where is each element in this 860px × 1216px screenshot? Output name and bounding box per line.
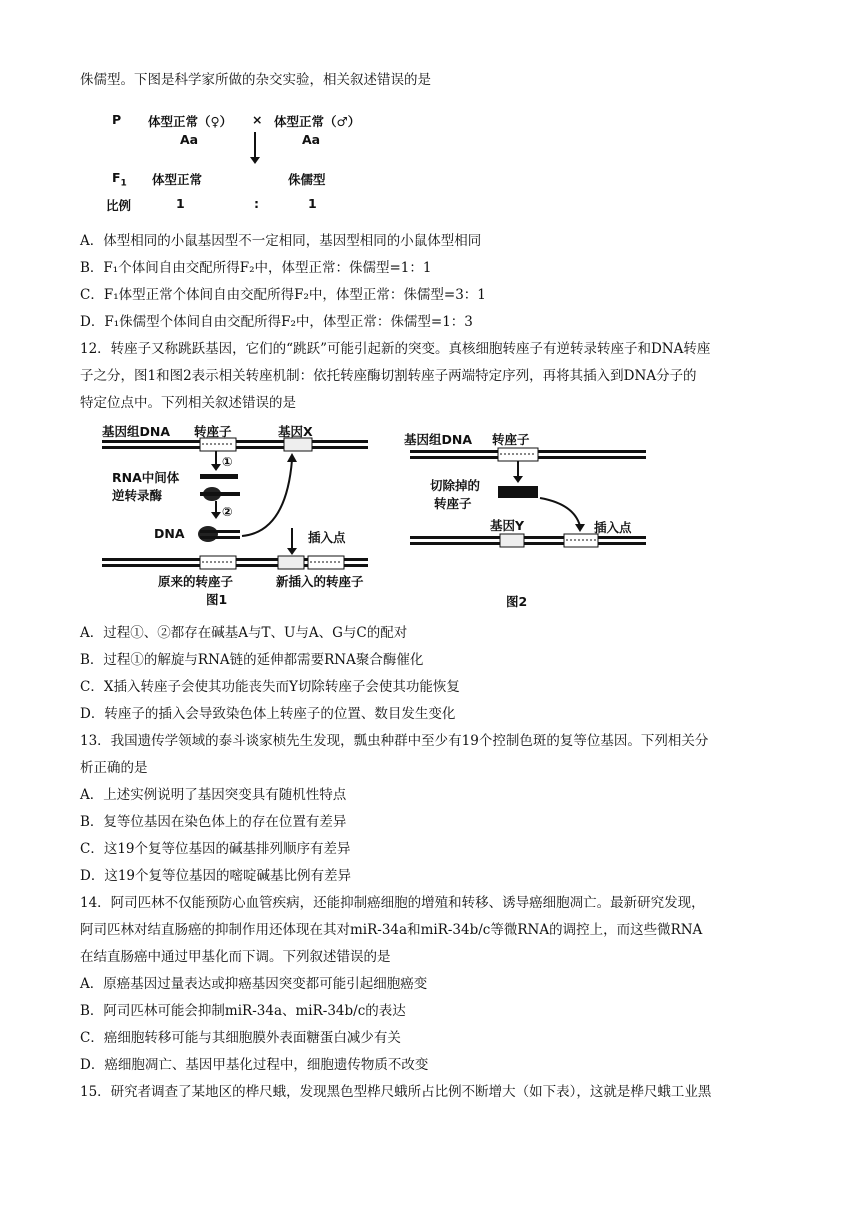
figure-2: [404, 426, 664, 610]
down-arrow-icon: [254, 132, 256, 158]
p-label: P: [112, 112, 122, 127]
q13-stem-line-1: 13．我国遗传学领域的泰斗谈家桢先生发现，瓢虫种群中至少有19个控制色斑的复等位基因。下列相关分: [80, 733, 709, 749]
figure-1: [96, 420, 386, 610]
q13-option-d: D．这19个复等位基因的嘧啶碱基比例有差异: [80, 868, 352, 884]
fig2-insert-point-label: 插入点: [594, 520, 632, 535]
cross-diagram: [106, 108, 392, 218]
q11-option-a: A．体型相同的小鼠基因型不一定相同，基因型相同的小鼠体型相同: [80, 233, 482, 249]
q12-option-b: B．过程①的解旋与RNA链的延伸都需要RNA聚合酶催化: [80, 652, 424, 668]
f1-dwarf: 侏儒型: [288, 172, 326, 187]
fig1-step-1: ①: [222, 454, 233, 469]
fig2-excised-label-line-2: 转座子: [434, 496, 472, 511]
fig2-genome-dna-label: 基因组DNA: [404, 432, 473, 447]
female-genotype: Aa: [180, 132, 199, 147]
fig1-gene-x-label: 基因X: [278, 424, 313, 439]
fig2-caption: 图2: [506, 594, 528, 609]
q15-stem-line-1: 15．研究者调查了某地区的桦尺蛾，发现黑色型桦尺蛾所占比例不断增大（如下表），这就是桦尺蛾工业黑: [80, 1084, 712, 1100]
q12-option-d: D．转座子的插入会导致染色体上转座子的位置、数目发生变化: [80, 706, 456, 722]
q11-option-b: B．F₁个体间自由交配所得F₂中，体型正常：侏儒型=1：1: [80, 260, 432, 276]
f1-label: $F_1$: [112, 170, 127, 189]
q14-stem-line-3: 在结直肠癌中通过甲基化而下调。下列叙述错误的是: [80, 949, 391, 965]
fig2-excised-label-line-1: 切除掉的: [430, 478, 481, 493]
cross-sign: ×: [252, 112, 263, 127]
q13-option-b: B．复等位基因在染色体上的存在位置有差异: [80, 814, 347, 830]
male-genotype: Aa: [302, 132, 321, 147]
f1-normal: 体型正常: [152, 172, 203, 187]
fig1-new-transposon-label: 新插入的转座子: [276, 574, 364, 589]
q14-stem-line-2: 阿司匹林对结直肠癌的抑制作用还体现在其对miR-34a和miR-34b/c等微RNA的调控上，而这些微RNA: [80, 922, 703, 938]
q12-stem-line-3: 特定位点中。下列相关叙述错误的是: [80, 395, 296, 411]
q12-option-c: C．X插入转座子会使其功能丧失而Y切除转座子会使其功能恢复: [80, 679, 460, 695]
fig2-transposon-label: 转座子: [492, 432, 530, 447]
q13-option-a: A．上述实例说明了基因突变具有随机性特点: [80, 787, 347, 803]
q14-stem-line-1: 14．阿司匹林不仅能预防心血管疾病，还能抑制癌细胞的增殖和转移、诱导癌细胞凋亡。最新研究发现，: [80, 895, 705, 911]
ratio-colon: :: [254, 196, 259, 211]
q11-intro: 侏儒型。下图是科学家所做的杂交实验，相关叙述错误的是: [80, 72, 431, 88]
fig1-insert-point-label: 插入点: [308, 530, 346, 545]
fig1-caption: 图1: [206, 592, 228, 607]
q13-option-c: C．这19个复等位基因的碱基排列顺序有差异: [80, 841, 351, 857]
q12-option-a: A．过程①、②都存在碱基A与T、U与A、G与C的配对: [80, 625, 408, 641]
q11-option-d: D．F₁侏儒型个体间自由交配所得F₂中，体型正常：侏儒型=1：3: [80, 314, 473, 330]
q11-option-c: C．F₁体型正常个体间自由交配所得F₂中，体型正常：侏儒型=3：1: [80, 287, 486, 303]
fig1-original-transposon-label: 原来的转座子: [158, 574, 234, 589]
ratio-normal: 1: [176, 196, 185, 211]
fig1-dna-label: DNA: [154, 526, 185, 541]
q14-option-a: A．原癌基因过量表达或抑癌基因突变都可能引起细胞癌变: [80, 976, 428, 992]
q12-stem-line-2: 子之分，图1和图2表示相关转座机制：依托转座酶切割转座子两端特定序列，再将其插入到DNA分子的: [80, 368, 697, 384]
fig2-gene-y-label: 基因Y: [490, 518, 525, 533]
fig1-step-2: ②: [222, 504, 233, 519]
q14-option-b: B．阿司匹林可能会抑制miR-34a、miR-34b/c的表达: [80, 1003, 406, 1019]
fig1-transposon-label: 转座子: [194, 424, 232, 439]
p-male: 体型正常（♂）: [274, 114, 361, 129]
q13-stem-line-2: 析正确的是: [80, 760, 148, 776]
ratio-label: 比例: [106, 198, 132, 213]
fig1-rna-intermediate-label: RNA中间体: [112, 470, 180, 485]
q14-option-d: D．癌细胞凋亡、基因甲基化过程中，细胞遗传物质不改变: [80, 1057, 429, 1073]
p-female: 体型正常（♀）: [148, 114, 233, 129]
fig1-genome-dna-label: 基因组DNA: [102, 424, 171, 439]
ratio-dwarf: 1: [308, 196, 317, 211]
fig1-reverse-transcriptase-label: 逆转录酶: [112, 488, 163, 503]
q14-option-c: C．癌细胞转移可能与其细胞膜外表面糖蛋白减少有关: [80, 1030, 401, 1046]
q12-stem-line-1: 12．转座子又称跳跃基因，它们的“跳跃”可能引起新的突变。真核细胞转座子有逆转录转座子和DNA转座: [80, 341, 711, 357]
